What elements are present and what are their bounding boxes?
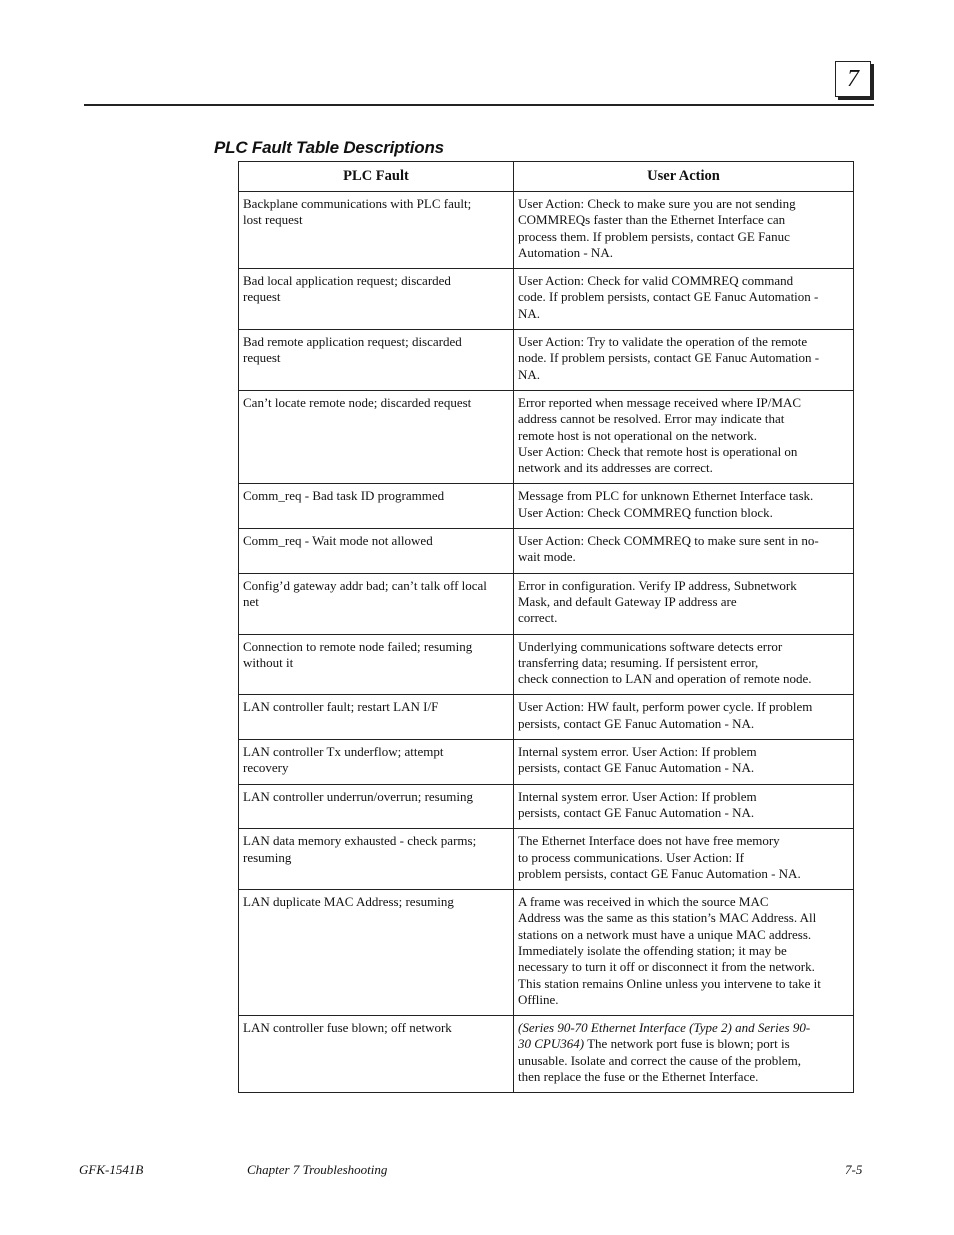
fault-cell — [239, 573, 514, 634]
fault-text: request — [243, 289, 281, 305]
fault-text: Bad remote application request; discarded — [243, 334, 462, 350]
table-row — [239, 695, 854, 740]
action-text: The Ethernet Interface does not have free memory — [518, 833, 780, 849]
fault-table — [238, 161, 854, 1093]
action-text: 30 CPU364) — [518, 1036, 585, 1052]
footer-doc-id: GFK-1541B — [79, 1162, 144, 1177]
action-text: transferring data; resuming. If persistent error, — [518, 654, 759, 670]
fault-text: LAN controller fault; restart LAN I/F — [243, 699, 439, 715]
action-cell — [514, 529, 854, 574]
fault-text: recovery — [243, 760, 289, 776]
fault-cell — [239, 634, 514, 695]
action-text: check connection to LAN and operation of remote node. — [518, 671, 812, 687]
fault-cell — [239, 330, 514, 391]
fault-cell — [239, 695, 514, 740]
action-cell — [514, 1016, 854, 1093]
fault-text: without it — [243, 654, 294, 670]
action-text: process them. If problem persists, contact GE Fanuc — [518, 228, 790, 244]
action-text: unusable. Isolate and correct the cause of the problem, — [518, 1052, 801, 1068]
table-row — [239, 634, 854, 695]
action-text: User Action: Check that remote host is operational on — [518, 443, 798, 459]
action-text: Internal system error. User Action: If problem — [518, 744, 757, 760]
fault-cell — [239, 740, 514, 785]
fault-text: Comm_req - Wait mode not allowed — [243, 533, 433, 549]
fault-text: resuming — [243, 849, 292, 865]
action-text: User Action: Check for valid COMMREQ command — [518, 273, 794, 289]
action-text: (Series 90-70 Ethernet Interface (Type 2) and Series 90- — [518, 1020, 811, 1036]
action-text: Mask, and default Gateway IP address are — [518, 593, 737, 609]
table-body — [239, 192, 854, 1093]
fault-cell — [239, 1016, 514, 1093]
action-text: User Action: Try to validate the operation of the remote — [518, 334, 808, 350]
fault-text: Connection to remote node failed; resuming — [243, 638, 473, 654]
table-row — [239, 784, 854, 829]
action-text: code. If problem persists, contact GE Fanuc Automation - — [518, 289, 819, 305]
table-row — [239, 529, 854, 574]
action-text: Message from PLC for unknown Ethernet Interface task. — [518, 488, 814, 504]
action-text: persists, contact GE Fanuc Automation - NA. — [518, 760, 755, 776]
table-row — [239, 192, 854, 269]
action-text: NA. — [518, 305, 541, 321]
action-cell — [514, 634, 854, 695]
action-cell — [514, 330, 854, 391]
action-cell — [514, 573, 854, 634]
fault-cell — [239, 269, 514, 330]
fault-cell — [239, 890, 514, 1016]
action-text: wait mode. — [518, 549, 576, 565]
chapter-number-box — [835, 61, 871, 97]
action-text: Offline. — [518, 991, 559, 1007]
fault-text: Can’t locate remote node; discarded request — [243, 394, 472, 410]
table-row — [239, 330, 854, 391]
action-cell — [514, 890, 854, 1016]
action-text: necessary to turn it off or disconnect it from the network. — [518, 959, 815, 975]
fault-text: LAN controller fuse blown; off network — [243, 1020, 452, 1036]
action-text: Address was the same as this station’s MAC Address. All — [518, 910, 817, 926]
table-row — [239, 573, 854, 634]
action-text: network and its addresses are correct. — [518, 460, 713, 476]
action-cell — [514, 784, 854, 829]
action-text: This station remains Online unless you intervene to take it — [518, 975, 821, 991]
table-header-row — [239, 162, 854, 192]
action-text: node. If problem persists, contact GE Fanuc Automation - — [518, 350, 820, 366]
fault-text: Bad local application request; discarded — [243, 273, 451, 289]
fault-cell — [239, 784, 514, 829]
table-row — [239, 390, 854, 483]
action-text: COMMREQs faster than the Ethernet Interface can — [518, 212, 786, 228]
chapter-number: 7 — [847, 65, 859, 92]
footer-chapter: Chapter 7 Troubleshooting — [247, 1162, 388, 1177]
action-text: correct. — [518, 610, 558, 626]
action-text: A frame was received in which the source MAC — [518, 894, 769, 910]
table-row — [239, 269, 854, 330]
action-text: Underlying communications software detects error — [518, 638, 783, 654]
table-row — [239, 1016, 854, 1093]
fault-text: Backplane communications with PLC fault; — [243, 196, 472, 211]
fault-text: LAN controller Tx underflow; attempt — [243, 744, 444, 760]
action-cell — [514, 484, 854, 529]
action-text: address cannot be resolved. Error may indicate that — [518, 411, 785, 427]
action-text: Error in configuration. Verify IP address, Subnetwork — [518, 577, 797, 593]
fault-cell — [239, 529, 514, 574]
fault-cell — [239, 390, 514, 483]
section-title: PLC Fault Table Descriptions — [214, 138, 444, 157]
table-row — [239, 890, 854, 1016]
action-text: persists, contact GE Fanuc Automation - NA. — [518, 715, 755, 731]
action-cell — [514, 695, 854, 740]
action-text: to process communications. User Action: If — [518, 849, 745, 865]
table-row — [239, 484, 854, 529]
fault-cell — [239, 192, 514, 269]
column-header-user-action: User Action — [514, 162, 854, 192]
action-cell — [514, 390, 854, 483]
fault-cell — [239, 829, 514, 890]
fault-text: LAN duplicate MAC Address; resuming — [243, 894, 454, 910]
fault-text: lost request — [243, 212, 303, 228]
action-text: User Action: HW fault, perform power cycle. If problem — [518, 699, 813, 715]
table-row — [239, 740, 854, 785]
footer-page-number: 7-5 — [845, 1162, 863, 1177]
action-text: User Action: Check COMMREQ function block. — [518, 504, 773, 520]
fault-text: Comm_req - Bad task ID programmed — [243, 488, 445, 504]
action-text: NA. — [518, 366, 541, 382]
fault-text: LAN data memory exhausted - check parms; — [243, 833, 477, 849]
action-text: Automation - NA. — [518, 244, 613, 260]
action-cell — [514, 269, 854, 330]
action-text: remote host is not operational on the network. — [518, 427, 758, 443]
fault-text: net — [243, 593, 259, 609]
action-text: Error reported when message received where IP/MAC — [518, 394, 802, 410]
action-text: Internal system error. User Action: If problem — [518, 788, 757, 804]
header-rule — [84, 104, 874, 106]
action-text: problem persists, contact GE Fanuc Automation - NA. — [518, 865, 801, 881]
column-header-plc-fault: PLC Fault — [239, 162, 514, 192]
table-row — [239, 829, 854, 890]
action-text: then replace the fuse or the Ethernet Interface. — [518, 1069, 759, 1085]
fault-text: Config’d gateway addr bad; can’t talk off local — [243, 577, 487, 593]
fault-text: request — [243, 350, 281, 366]
action-text: The network port fuse is blown; port is — [584, 1036, 790, 1052]
action-text: stations on a network must have a unique MAC address. — [518, 926, 812, 942]
action-text: persists, contact GE Fanuc Automation - NA. — [518, 804, 755, 820]
fault-cell — [239, 484, 514, 529]
action-text: User Action: Check COMMREQ to make sure sent in no- — [518, 533, 819, 549]
action-cell — [514, 192, 854, 269]
action-text: Immediately isolate the offending station; it may be — [518, 942, 787, 958]
action-text: User Action: Check to make sure you are not sending — [518, 196, 796, 211]
action-cell — [514, 740, 854, 785]
action-cell — [514, 829, 854, 890]
fault-text: LAN controller underrun/overrun; resuming — [243, 788, 473, 804]
